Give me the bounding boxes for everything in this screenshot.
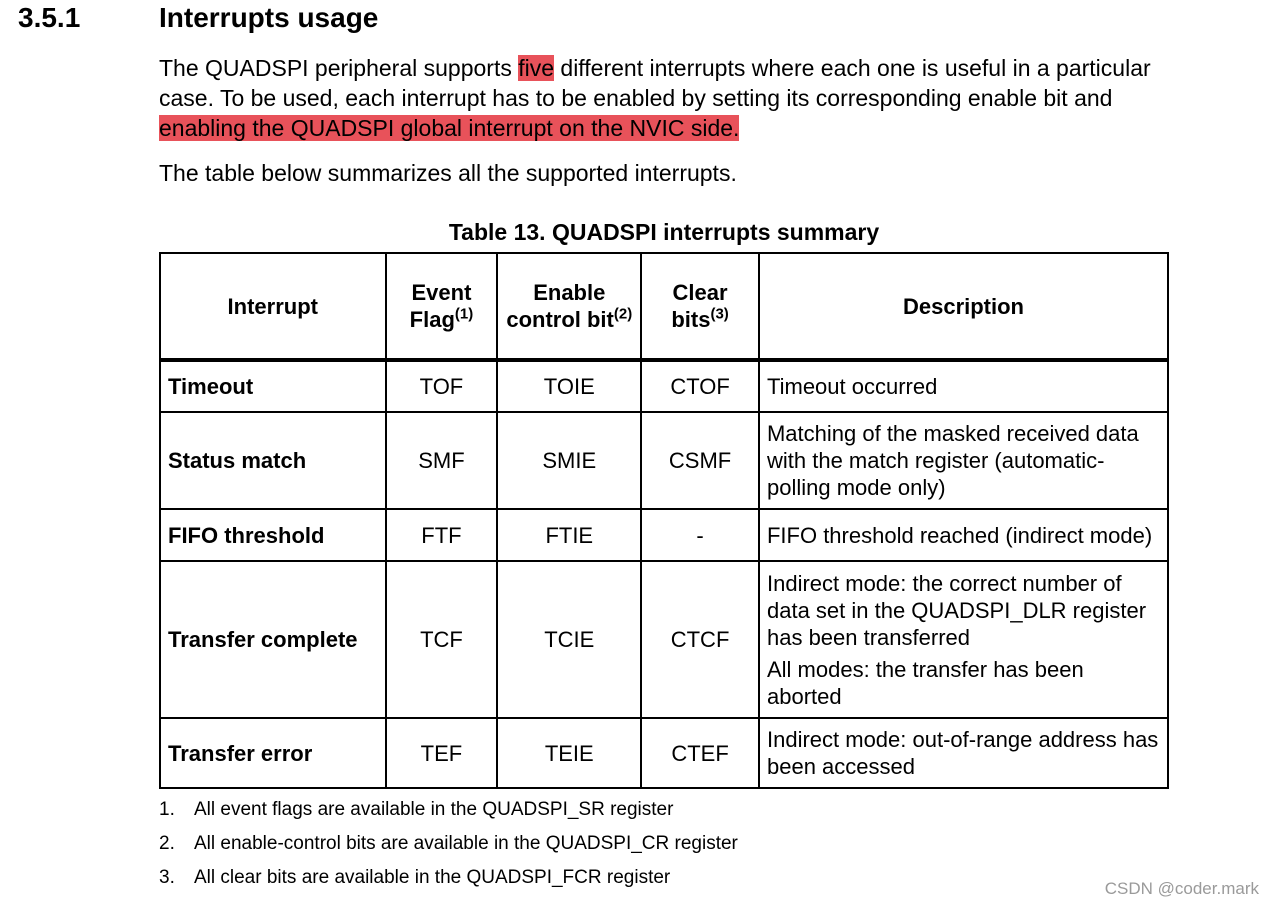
cell-description: FIFO threshold reached (indirect mode) <box>759 509 1168 561</box>
table-row <box>160 360 1168 412</box>
section-number: 3.5.1 <box>18 2 81 33</box>
cell-description: Indirect mode: the correct number of data set in the QUADSPI_DLR register has been transferred All modes: the transfer has been aborted <box>759 561 1168 718</box>
header-event-flag: Event Flag$^{(1)}$ <box>386 253 498 360</box>
cell-event-flag: TCF <box>386 561 498 718</box>
cell-description: Indirect mode: out-of-range address has been accessed <box>759 718 1168 788</box>
cell-clear-bit: CTOF <box>641 360 759 412</box>
section-title: Interrupts usage <box>159 2 379 33</box>
cell-clear-bit: - <box>641 509 759 561</box>
header-description: Description <box>759 253 1168 360</box>
footnote-ref-1: (1) <box>454 305 474 323</box>
cell-interrupt: Transfer error <box>160 718 386 788</box>
watermark: CSDN @coder.mark <box>1104 879 1259 898</box>
cell-clear-bit: CSMF <box>641 412 759 509</box>
cell-interrupt: Timeout <box>160 360 386 412</box>
footnote-2 <box>159 831 738 865</box>
footnote-ref-2: (2) <box>613 305 633 323</box>
cell-interrupt: FIFO threshold <box>160 509 386 561</box>
table-row <box>160 509 1168 561</box>
footnote-3 <box>159 865 738 899</box>
highlight-five: five <box>518 55 555 81</box>
cell-enable-bit: TEIE <box>497 718 641 788</box>
table-row <box>160 718 1168 788</box>
cell-enable-bit: TOIE <box>497 360 641 412</box>
footnote-ref-3: (3) <box>710 305 729 323</box>
cell-interrupt: Status match <box>160 412 386 509</box>
footnote-number: 2. <box>159 833 175 854</box>
cell-description: Timeout occurred <box>759 360 1168 412</box>
footnote-text: All enable-control bits are available in the QUADSPI_CR register <box>194 833 738 854</box>
footnote-text: All clear bits are available in the QUADSPI_FCR register <box>194 867 671 888</box>
cell-enable-bit: SMIE <box>497 412 641 509</box>
cell-clear-bit: CTCF <box>641 561 759 718</box>
cell-enable-bit: FTIE <box>497 509 641 561</box>
footnote-number: 1. <box>159 799 175 820</box>
footnotes <box>159 797 738 899</box>
cell-description: Matching of the masked received data with the match register (automatic-polling mode only) <box>759 412 1168 509</box>
table-row <box>160 561 1168 718</box>
table-header-row <box>160 253 1168 360</box>
cell-event-flag: TOF <box>386 360 498 412</box>
cell-event-flag: SMF <box>386 412 498 509</box>
summary-paragraph: The table below summarizes all the supported interrupts. <box>159 160 737 186</box>
cell-event-flag: TEF <box>386 718 498 788</box>
intro-text-a: The QUADSPI peripheral supports <box>159 55 519 81</box>
header-enable-control-bit: Enable control bit$^{(2)}$ <box>497 253 641 360</box>
footnote-text: All event flags are available in the QUADSPI_SR register <box>194 799 674 820</box>
header-clear-bits: Clear bits$^{(3)}$ <box>641 253 759 360</box>
intro-paragraph <box>159 53 1169 143</box>
header-interrupt: Interrupt <box>160 253 386 360</box>
cell-event-flag: FTF <box>386 509 498 561</box>
table-caption: Table 13. QUADSPI interrupts summary <box>448 219 880 245</box>
interrupts-table <box>159 252 1169 789</box>
intro-text-b: different interrupts where each one is useful in a particular case. To be used, each interrupt has to be enabled by setting its corresponding enable bit and <box>159 55 1151 111</box>
cell-interrupt: Transfer complete <box>160 561 386 718</box>
table-row <box>160 412 1168 509</box>
footnote-1 <box>159 797 738 831</box>
highlight-nvic: enabling the QUADSPI global interrupt on the NVIC side. <box>159 115 740 141</box>
cell-clear-bit: CTEF <box>641 718 759 788</box>
cell-enable-bit: TCIE <box>497 561 641 718</box>
footnote-number: 3. <box>159 867 175 888</box>
